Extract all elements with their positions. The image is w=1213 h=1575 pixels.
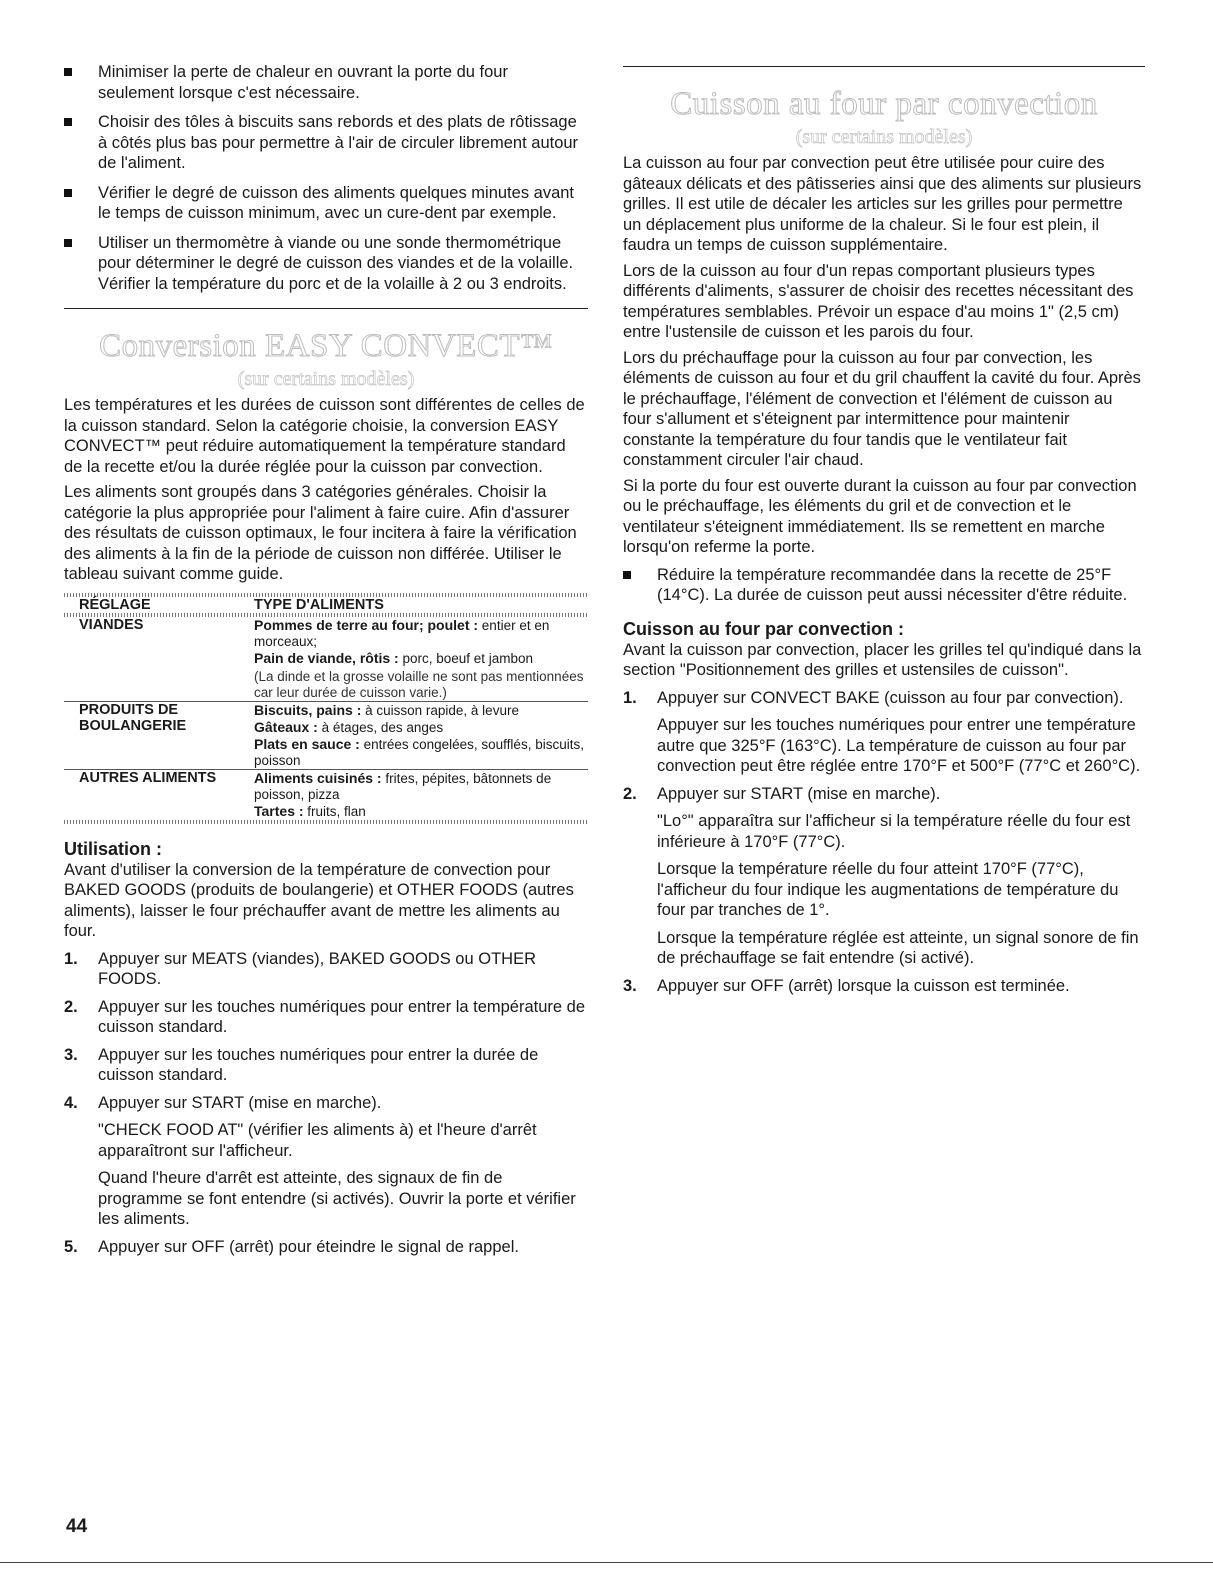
step-number: 1. [623,688,637,707]
category-name: PRODUITS DE BOULANGERIE [64,701,254,769]
item-text: à cuisson rapide, à levure [361,702,519,718]
step-number: 1. [64,949,78,968]
step-detail: Lorsque la température réglée est atteinte, un signal sonore de fin de préchauffage se fait entendre (si activé). [657,928,1139,967]
body-paragraph: Si la porte du four est ouverte durant la cuisson au four par convection ou le préchauffage, les éléments du gril et de convection et le ventilateur s'éteignent immédiatement. Ils se remettent en marche lorsqu'on referme la porte. [623,476,1137,556]
step-text: Appuyer sur START (mise en marche). [98,1093,382,1112]
item-text: porc, boeuf et jambon [398,650,534,666]
step-text: Appuyer sur OFF (arrêt) lorsque la cuisson est terminée. [657,976,1070,995]
table-header: RÉGLAGE [79,596,151,613]
item-label: Aliments cuisinés : [254,769,382,786]
table-header: TYPE D'ALIMENTS [254,596,384,613]
table-row [64,701,588,769]
usage-intro: Avant d'utiliser la conversion de la température de convection pour BAKED GOODS (produits de boulangerie) et OTHER FOODS (autres aliments), laisser le four préchauffer avant de mettre les aliments au four. [64,860,574,940]
item-text: entrées congelées, soufflés, biscuits, poisson [254,736,584,768]
step-number: 5. [64,1237,78,1256]
item-note: (La dinde et la grosse volaille ne sont pas mentionnées car leur durée de cuisson varie.) [254,668,584,700]
list-item: Réduire la température recommandée dans la recette de 25°F (14°C). La durée de cuisson peut aussi nécessiter d'être réduite. [623,565,1145,606]
item-label: Gâteaux : [254,718,318,735]
usage-heading: Utilisation : [64,838,162,859]
step-item [623,688,1145,777]
step-detail: Quand l'heure d'arrêt est atteinte, des signaux de fin de programme se font entendre (si activés). Ouvrir la porte et vérifier les aliments. [98,1169,576,1228]
step-text: Appuyer sur MEATS (viandes), BAKED GOODS ou OTHER FOODS. [98,949,536,988]
convection-steps [623,688,1145,997]
list-item: Minimiser la perte de chaleur en ouvrant la porte du four seulement lorsque c'est nécessaire. [64,62,588,103]
step-detail: "CHECK FOOD AT" (vérifier les aliments à) et l'heure d'arrêt apparaîtront sur l'afficheur. [98,1121,537,1160]
item-text: fruits, flan [303,803,366,819]
step-text: Appuyer sur CONVECT BAKE (cuisson au four par convection). [657,688,1124,707]
step-item [64,1237,588,1258]
item-label: Plats en sauce : [254,735,360,752]
step-text: Appuyer sur les touches numériques pour entrer la température de cuisson standard. [98,997,586,1036]
category-name: AUTRES ALIMENTS [79,769,217,786]
right-column [623,0,1145,1003]
step-item [64,949,588,990]
item-label: Pain de viande, rôtis : [254,649,399,666]
section-title: Conversion EASY CONVECT™ [99,328,553,364]
footer-rule [0,1562,1213,1563]
intro-paragraph: Les aliments sont groupés dans 3 catégories générales. Choisir la catégorie la plus appropriée pour l'aliment à faire cuire. Afin d'assurer des résultats de cuisson optimaux, le four incitera à faire la vérification des aliments à la fin de la période de cuisson non différée. Utiliser le tableau suivant comme guide. [64,483,577,583]
list-item: Utiliser un thermomètre à viande ou une sonde thermométrique pour déterminer le degré de cuisson des viandes et de la volaille. Vérifier la température du porc et de la volaille à 2 ou 3 endroits. [64,233,588,295]
step-item [64,1045,588,1086]
step-item [64,1093,588,1230]
step-text: Appuyer sur OFF (arrêt) pour éteindre le signal de rappel. [98,1237,519,1256]
tips-list [623,565,1145,606]
section-divider [623,66,1145,67]
body-paragraph: Lors de la cuisson au four d'un repas comportant plusieurs types différents d'aliments, s'assurer de choisir des recettes nécessitant des températures semblables. Prévoir un espace d'au moins 1" (2,5 cm) entre l'ustensile de cuisson et les parois du four. [623,261,1134,341]
page-number: 44 [66,1516,88,1537]
step-item [623,976,1145,997]
section-title: Cuisson au four par convection [670,86,1098,122]
step-item [64,997,588,1038]
section-subtitle: (sur certains modèles) [795,126,973,148]
step-number: 3. [623,976,637,995]
section-divider [64,308,588,309]
step-number: 2. [623,784,637,803]
item-label: Biscuits, pains : [254,701,362,718]
category-table [64,593,588,824]
item-text: entier et en morceaux; [254,617,550,649]
step-detail: Appuyer sur les touches numériques pour entrer une température autre que 325°F (163°C). La température de cuisson au four par convection peut être réglée entre 170°F et 500°F (77°C et 260°C). [657,716,1141,775]
tips-list [64,62,588,294]
step-number: 2. [64,997,78,1016]
table-border [64,820,588,824]
left-column [64,0,588,1264]
usage-steps [64,949,588,1258]
list-item: Choisir des tôles à biscuits sans rebords et des plats de rôtissage à côtés plus bas pour permettre à l'air de circuler librement autour de l'aliment. [64,112,588,174]
item-label: Pommes de terre au four; poulet : [254,616,479,633]
step-text: Appuyer sur les touches numériques pour entrer la durée de cuisson standard. [98,1045,539,1084]
list-item: Vérifier le degré de cuisson des aliments quelques minutes avant le temps de cuisson minimum, avec un cure-dent par exemple. [64,183,588,224]
convection-heading: Cuisson au four par convection : [623,618,905,639]
item-label: Tartes : [254,802,304,819]
step-number: 4. [64,1093,78,1112]
category-name: VIANDES [64,617,254,702]
section-subtitle: (sur certains modèles) [237,368,415,390]
item-text: à étages, des anges [317,719,444,735]
step-item [623,784,1145,969]
item-text: frites, pépites, bâtonnets de poisson, pizza [254,770,552,802]
step-number: 3. [64,1045,78,1064]
table-row [64,617,588,702]
step-text: Appuyer sur START (mise en marche). [657,784,941,803]
body-paragraph: Lors du préchauffage pour la cuisson au four par convection, les éléments de cuisson au four et du gril chauffent la cavité du four. Après le préchauffage, l'élément de convection et l'élément de cuisson au four s'allument et s'éteignent par intermittence pour maintenir constante la température du four tandis que le ventilateur fait constamment circuler l'air chaud. [623,348,1141,469]
intro-paragraph: Les températures et les durées de cuisson sont différentes de celles de la cuisson standard. Selon la catégorie choisie, la conversion EASY CONVECT™ peut réduire automatiquement la température standard de la recette et/ou la durée réglée pour la cuisson par convection. [64,396,585,476]
convection-intro: Avant la cuisson par convection, placer les grilles tel qu'indiqué dans la section "Positionnement des grilles et ustensiles de cuisson". [623,640,1142,679]
body-paragraph: La cuisson au four par convection peut être utilisée pour cuire des gâteaux délicats et des pâtisseries ainsi que des aliments sur plusieurs grilles. Il est utile de décaler les articles sur les grilles pour permettre un déplacement plus uniforme de la chaleur. Si le four est plein, il faudra un temps de cuisson supplémentaire. [623,154,1142,254]
step-detail: "Lo°" apparaîtra sur l'afficheur si la température réelle du four est inférieure à 170°F (77°C). [657,812,1131,851]
step-detail: Lorsque la température réelle du four atteint 170°F (77°C), l'afficheur du four indique les augmentations de température du four par tranches de 1°. [657,860,1119,919]
table-row [64,769,588,820]
